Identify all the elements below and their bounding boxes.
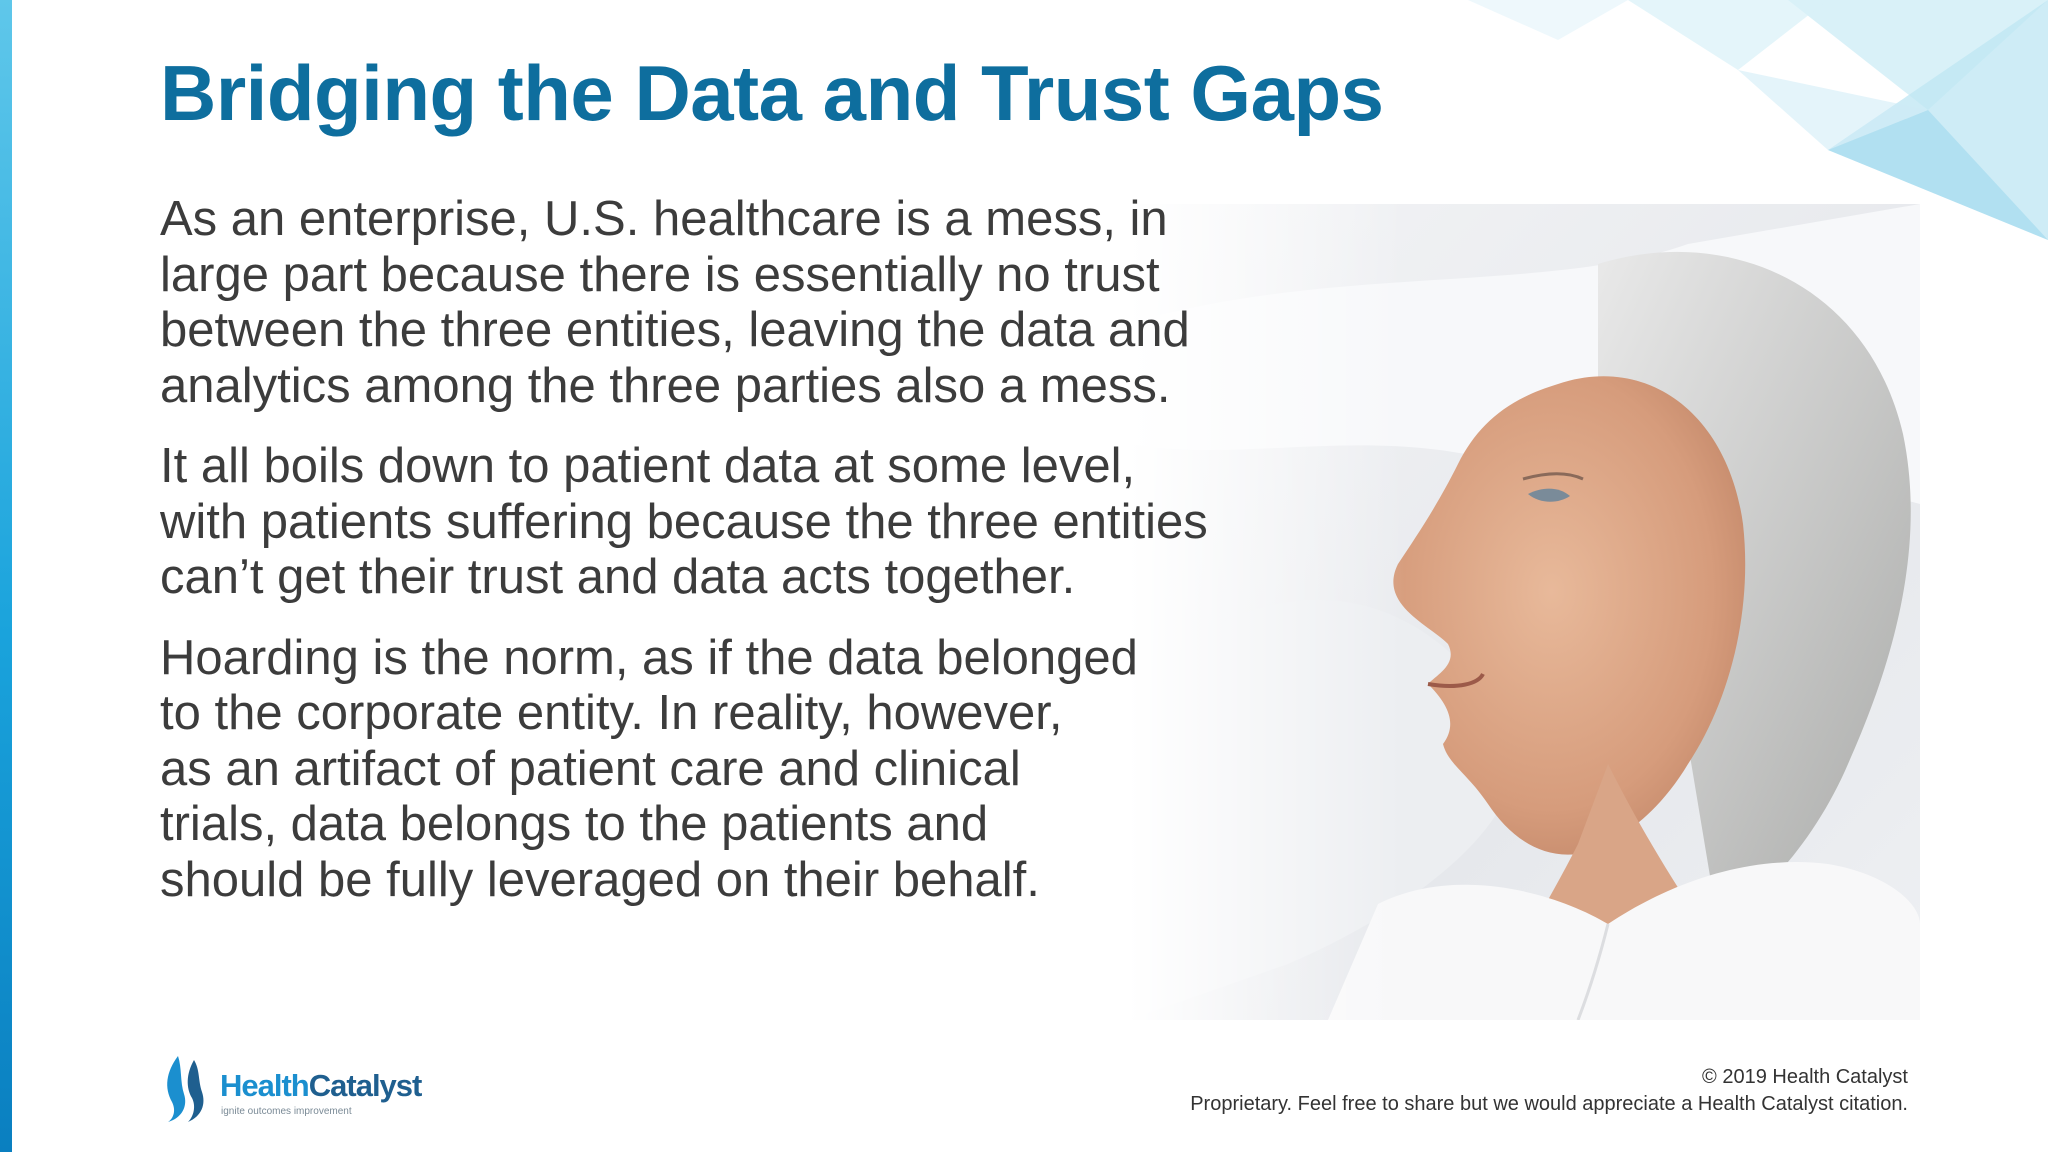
left-accent-bar — [0, 0, 12, 1152]
logo-tagline: ignite outcomes improvement — [221, 1106, 352, 1117]
text-line: as an artifact of patient care and clinical — [160, 741, 1021, 796]
text-line: analytics among the three parties also a mess. — [160, 358, 1171, 413]
text-line: As an enterprise, U.S. healthcare is a mess, in — [160, 192, 1168, 246]
paragraph-2 — [160, 439, 1300, 606]
paragraph-3 — [160, 631, 1300, 909]
text-line: It all boils down to patient data at some level, — [160, 439, 1136, 493]
text-line: between the three entities, leaving the data and — [160, 303, 1190, 357]
text-line: with patients suffering because the three entities — [160, 494, 1208, 549]
slide-title: Bridging the Data and Trust Gaps — [160, 49, 1384, 137]
logo-wordmark — [220, 1068, 421, 1104]
text-line: large part because there is essentially no trust — [160, 247, 1160, 302]
health-catalyst-logo — [160, 1050, 460, 1126]
footer — [1190, 1064, 1908, 1118]
copyright-text: © 2019 Health Catalyst — [1702, 1066, 1908, 1088]
text-line: Hoarding is the norm, as if the data belonged — [160, 630, 1138, 685]
logo-name-catalyst: Catalyst — [308, 1068, 422, 1103]
flame-icon — [160, 1054, 210, 1124]
proprietary-notice: Proprietary. Feel free to share but we would appreciate a Health Catalyst citation. — [1190, 1093, 1908, 1115]
text-line: can’t get their trust and data acts together. — [160, 550, 1076, 604]
text-line: should be fully leveraged on their behalf. — [160, 852, 1040, 907]
text-line: trials, data belongs to the patients and — [160, 797, 989, 851]
paragraph-1 — [160, 192, 1300, 414]
body-text — [160, 192, 1300, 933]
logo-name-health: Health — [220, 1068, 309, 1103]
text-line: to the corporate entity. In reality, however, — [160, 686, 1063, 740]
